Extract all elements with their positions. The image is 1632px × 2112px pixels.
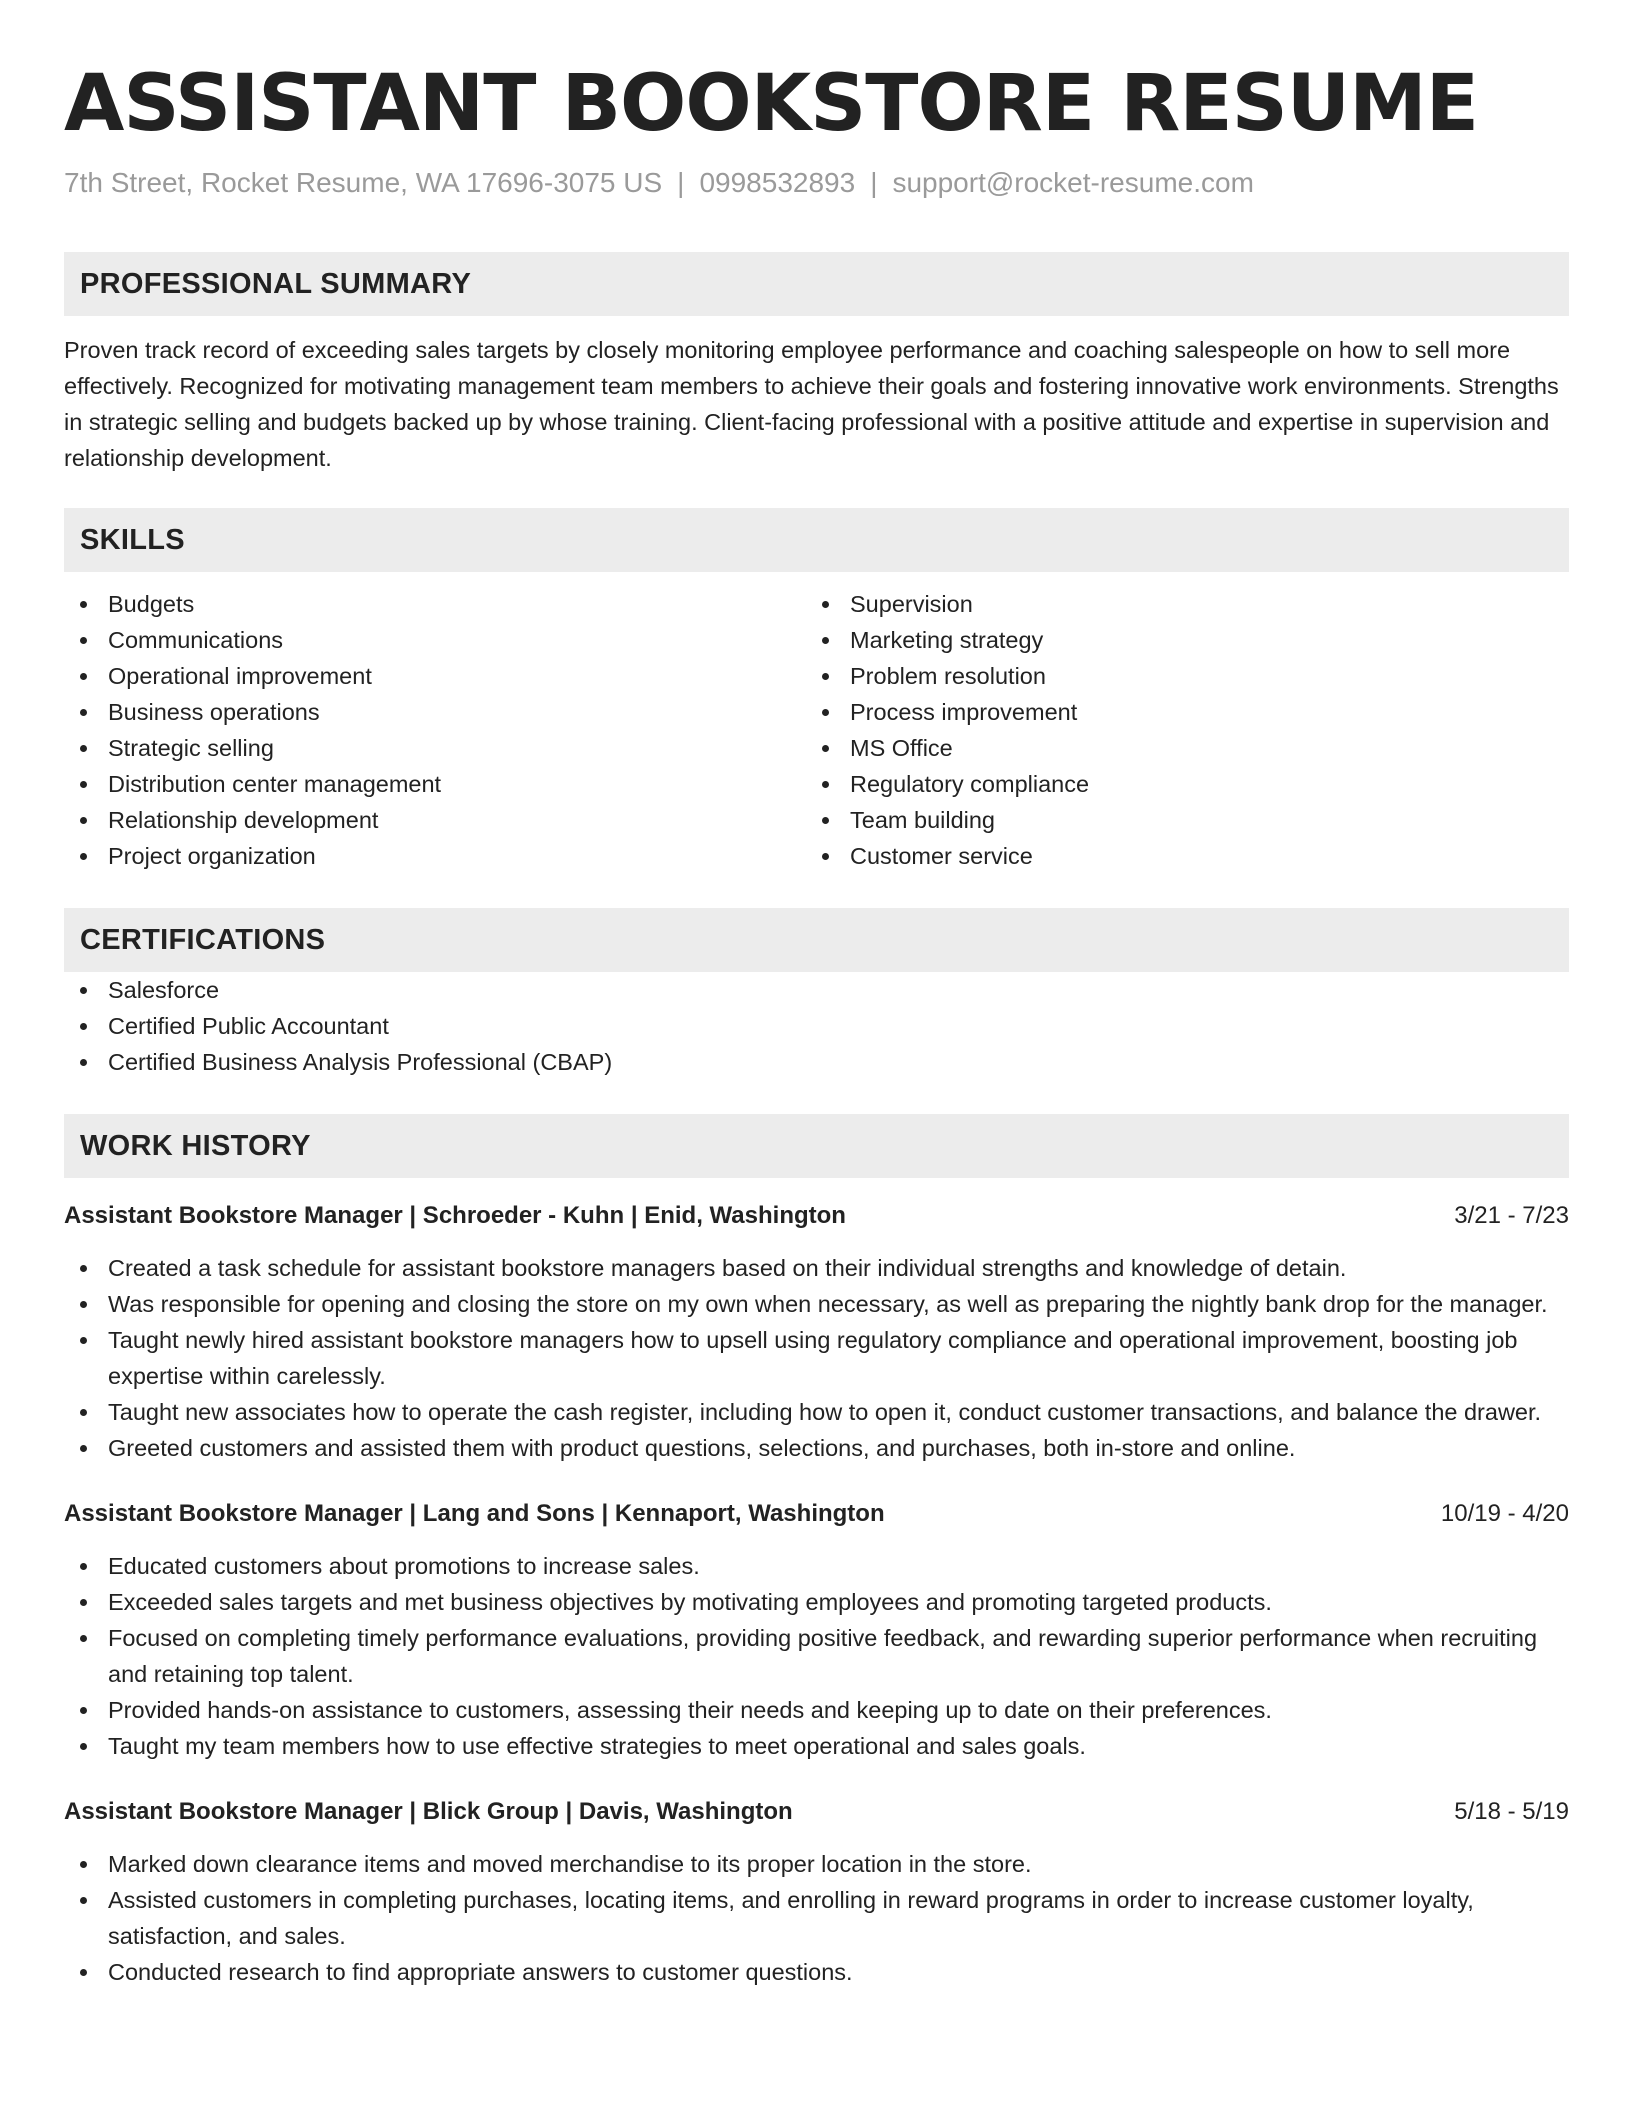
job-entry xyxy=(64,1496,1569,1764)
address: 7th Street, Rocket Resume, WA 17696-3075 US xyxy=(64,167,663,198)
skill-item: Communications xyxy=(64,622,806,658)
skill-item: Supervision xyxy=(806,586,1548,622)
job-duty: Focused on completing timely performance evaluations, providing positive feedback, and rewarding superior performance when recruiting and retaining top talent. xyxy=(64,1620,1569,1692)
job-title: Assistant Bookstore Manager | Lang and Sons | Kennaport, Washington xyxy=(64,1500,885,1527)
job-title: Assistant Bookstore Manager | Schroeder - Kuhn | Enid, Washington xyxy=(64,1202,846,1229)
job-duty: Was responsible for opening and closing the store on my own when necessary, as well as preparing the nightly bank drop for the manager. xyxy=(64,1286,1569,1322)
job-duty: Greeted customers and assisted them with product questions, selections, and purchases, both in-store and online. xyxy=(64,1430,1569,1466)
section-heading-summary: PROFESSIONAL SUMMARY xyxy=(64,252,1569,316)
skills-grid xyxy=(64,586,1569,874)
certification-item: Certified Public Accountant xyxy=(64,1008,1569,1044)
skill-item: Business operations xyxy=(64,694,806,730)
job-duty: Assisted customers in completing purchases, locating items, and enrolling in reward programs in order to increase customer loyalty, satisfaction, and sales. xyxy=(64,1882,1569,1954)
skill-item: Team building xyxy=(806,802,1548,838)
email: support@rocket-resume.com xyxy=(892,167,1254,198)
job-title: Assistant Bookstore Manager | Blick Group | Davis, Washington xyxy=(64,1798,793,1825)
skill-item: Problem resolution xyxy=(806,658,1548,694)
skill-item: Regulatory compliance xyxy=(806,766,1548,802)
resume-title: ASSISTANT BOOKSTORE RESUME xyxy=(64,59,1479,149)
job-dates: 5/18 - 5/19 xyxy=(1454,1798,1569,1825)
job-duty: Taught my team members how to use effective strategies to meet operational and sales goals. xyxy=(64,1728,1569,1764)
job-duty: Marked down clearance items and moved merchandise to its proper location in the store. xyxy=(64,1846,1569,1882)
contact-line xyxy=(64,166,1569,200)
job-duty: Conducted research to find appropriate answers to customer questions. xyxy=(64,1954,1569,1990)
summary-text: Proven track record of exceeding sales targets by closely monitoring employee performance and coaching salespeople on how to sell more effectively. Recognized for motivating management team members to achieve their goals and fostering innovative work environments. Strengths in strategic selling and budgets backed up by whose training. Client-facing professional with a positive attitude and expertise in supervision and relationship development. xyxy=(64,337,1559,471)
certification-item: Salesforce xyxy=(64,972,1569,1008)
skill-item: Customer service xyxy=(806,838,1548,874)
phone: 0998532893 xyxy=(699,167,856,198)
certifications-list xyxy=(64,972,1569,1080)
skill-item: Marketing strategy xyxy=(806,622,1548,658)
job-duty: Taught newly hired assistant bookstore managers how to upsell using regulatory compliance and operational improvement, boosting job expertise within carelessly. xyxy=(64,1322,1569,1394)
skill-item: Relationship development xyxy=(64,802,806,838)
skills-column-right xyxy=(806,586,1548,874)
section-heading-work-history: WORK HISTORY xyxy=(64,1114,1569,1178)
job-duty: Exceeded sales targets and met business objectives by motivating employees and promoting targeted products. xyxy=(64,1584,1569,1620)
job-duty: Provided hands-on assistance to customers, assessing their needs and keeping up to date on their preferences. xyxy=(64,1692,1569,1728)
skills-list-left xyxy=(64,586,806,874)
skill-item: Operational improvement xyxy=(64,658,806,694)
skill-item: Process improvement xyxy=(806,694,1548,730)
job-header xyxy=(64,1794,1569,1830)
job-duty: Created a task schedule for assistant bookstore managers based on their individual strengths and knowledge of detain. xyxy=(64,1250,1569,1286)
job-dates: 10/19 - 4/20 xyxy=(1440,1500,1569,1527)
job-duties-list xyxy=(64,1548,1569,1764)
job-duty: Taught new associates how to operate the cash register, including how to open it, conduct customer transactions, and balance the drawer. xyxy=(64,1394,1569,1430)
skills-column-left xyxy=(64,586,806,874)
job-header xyxy=(64,1198,1569,1234)
skill-item: Distribution center management xyxy=(64,766,806,802)
job-entry xyxy=(64,1198,1569,1466)
skill-item: MS Office xyxy=(806,730,1548,766)
job-entry xyxy=(64,1794,1569,1990)
job-duty: Educated customers about promotions to increase sales. xyxy=(64,1548,1569,1584)
job-dates: 3/21 - 7/23 xyxy=(1454,1202,1569,1229)
contact-separator: | xyxy=(677,167,685,198)
skill-item: Project organization xyxy=(64,838,806,874)
job-duties-list xyxy=(64,1846,1569,1990)
section-heading-certifications: CERTIFICATIONS xyxy=(64,908,1569,972)
certification-item: Certified Business Analysis Professional (CBAP) xyxy=(64,1044,1569,1080)
resume-page xyxy=(64,0,1569,1990)
job-header xyxy=(64,1496,1569,1532)
job-duties-list xyxy=(64,1250,1569,1466)
skill-item: Budgets xyxy=(64,586,806,622)
skills-list-right xyxy=(806,586,1548,874)
skill-item: Strategic selling xyxy=(64,730,806,766)
section-heading-skills: SKILLS xyxy=(64,508,1569,572)
contact-separator: | xyxy=(870,167,878,198)
